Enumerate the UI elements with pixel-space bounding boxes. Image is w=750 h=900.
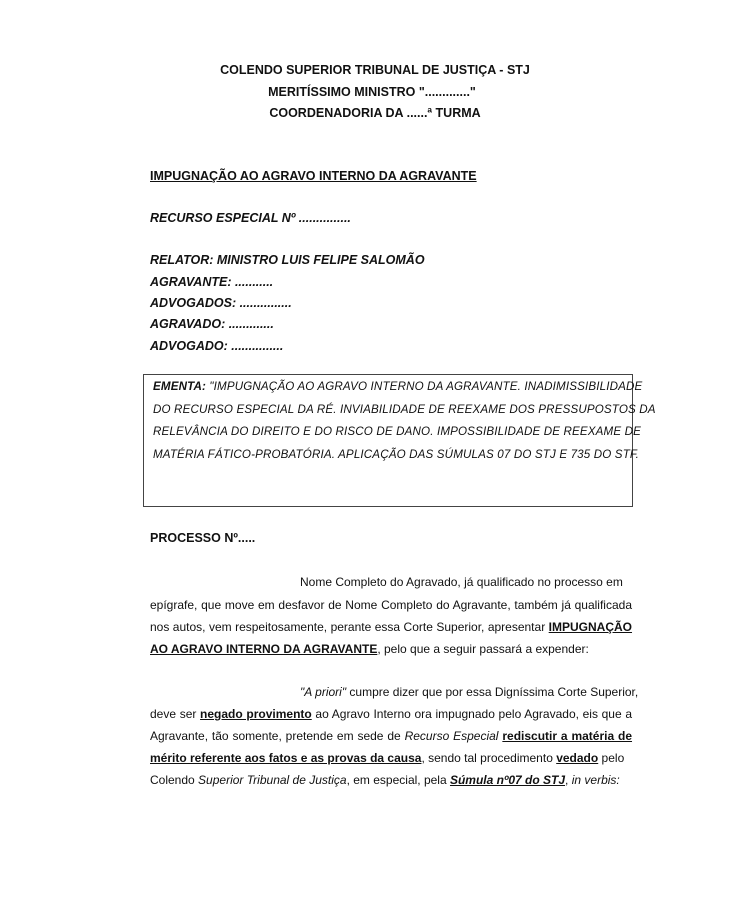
coordination-header: COORDENADORIA DA ......ª TURMA bbox=[269, 106, 481, 120]
para1-line-4: AO AGRAVO INTERNO DA AGRAVANTE, pelo que a seguir passará a expender: bbox=[150, 642, 589, 656]
para2-line-5: Colendo Superior Tribunal de Justiça, em especial, pela Súmula nº07 do STJ, in verbis: bbox=[150, 773, 620, 787]
ementa-box bbox=[143, 374, 656, 507]
para2-line-3: Agravante, tão somente, pretende em sede de Recurso Especial rediscutir a matéria de bbox=[150, 729, 633, 743]
processo-number: PROCESSO Nº..... bbox=[150, 531, 256, 545]
ementa-line-1: EMENTA: "IMPUGNAÇÃO AO AGRAVO INTERNO DA AGRAVANTE. INADIMISSIBILIDADE bbox=[153, 380, 643, 393]
para1-line-2: epígrafe, que move em desfavor de Nome Completo do Agravante, também já qualificada bbox=[150, 598, 632, 612]
agravante-line: AGRAVANTE: ........... bbox=[150, 275, 274, 289]
relator-line: RELATOR: MINISTRO LUIS FELIPE SALOMÃO bbox=[150, 253, 425, 267]
document-title: IMPUGNAÇÃO AO AGRAVO INTERNO DA AGRAVANTE bbox=[150, 169, 477, 183]
ementa-line-3: RELEVÂNCIA DO DIREITO E DO RISCO DE DANO. IMPOSSIBILIDADE DE REEXAME DE bbox=[153, 425, 642, 438]
vedado-emphasis: vedado bbox=[556, 751, 599, 765]
para2-line-2: deve ser negado provimento ao Agravo Interno ora impugnado pelo Agravado, eis que a bbox=[150, 707, 633, 721]
recurso-number: RECURSO ESPECIAL Nº ............... bbox=[150, 211, 351, 225]
ementa-line-4: MATÉRIA FÁTICO-PROBATÓRIA. APLICAÇÃO DAS SÚMULAS 07 DO STJ E 735 DO STF. bbox=[153, 448, 640, 461]
sumula-emphasis: Súmula nº07 do STJ bbox=[449, 773, 566, 787]
impugnacao-emphasis: IMPUGNAÇÃO bbox=[548, 620, 633, 634]
minister-header: MERITÍSSIMO MINISTRO "............." bbox=[268, 85, 476, 99]
advogados-line: ADVOGADOS: ............... bbox=[150, 296, 292, 310]
para1-line-3: nos autos, vem respeitosamente, perante essa Corte Superior, apresentar IMPUGNAÇÃO bbox=[150, 620, 633, 634]
advogado-line: ADVOGADO: ............... bbox=[150, 339, 284, 353]
para2-line-4: mérito referente aos fatos e as provas da causa, sendo tal procedimento vedado pelo bbox=[150, 751, 625, 765]
agravado-line: AGRAVADO: ............. bbox=[150, 317, 274, 331]
ementa-line-2: DO RECURSO ESPECIAL DA RÉ. INVIABILIDADE DE REEXAME DOS PRESSUPOSTOS DA bbox=[153, 403, 656, 416]
court-header: COLENDO SUPERIOR TRIBUNAL DE JUSTIÇA - STJ bbox=[220, 63, 530, 77]
para2-line-1: "A priori" cumpre dizer que por essa Digníssima Corte Superior, bbox=[300, 685, 639, 699]
para1-line-1: Nome Completo do Agravado, já qualificado no processo em bbox=[300, 575, 623, 589]
ementa-label: EMENTA: bbox=[153, 380, 207, 393]
negado-provimento-emphasis: negado provimento bbox=[200, 707, 312, 721]
